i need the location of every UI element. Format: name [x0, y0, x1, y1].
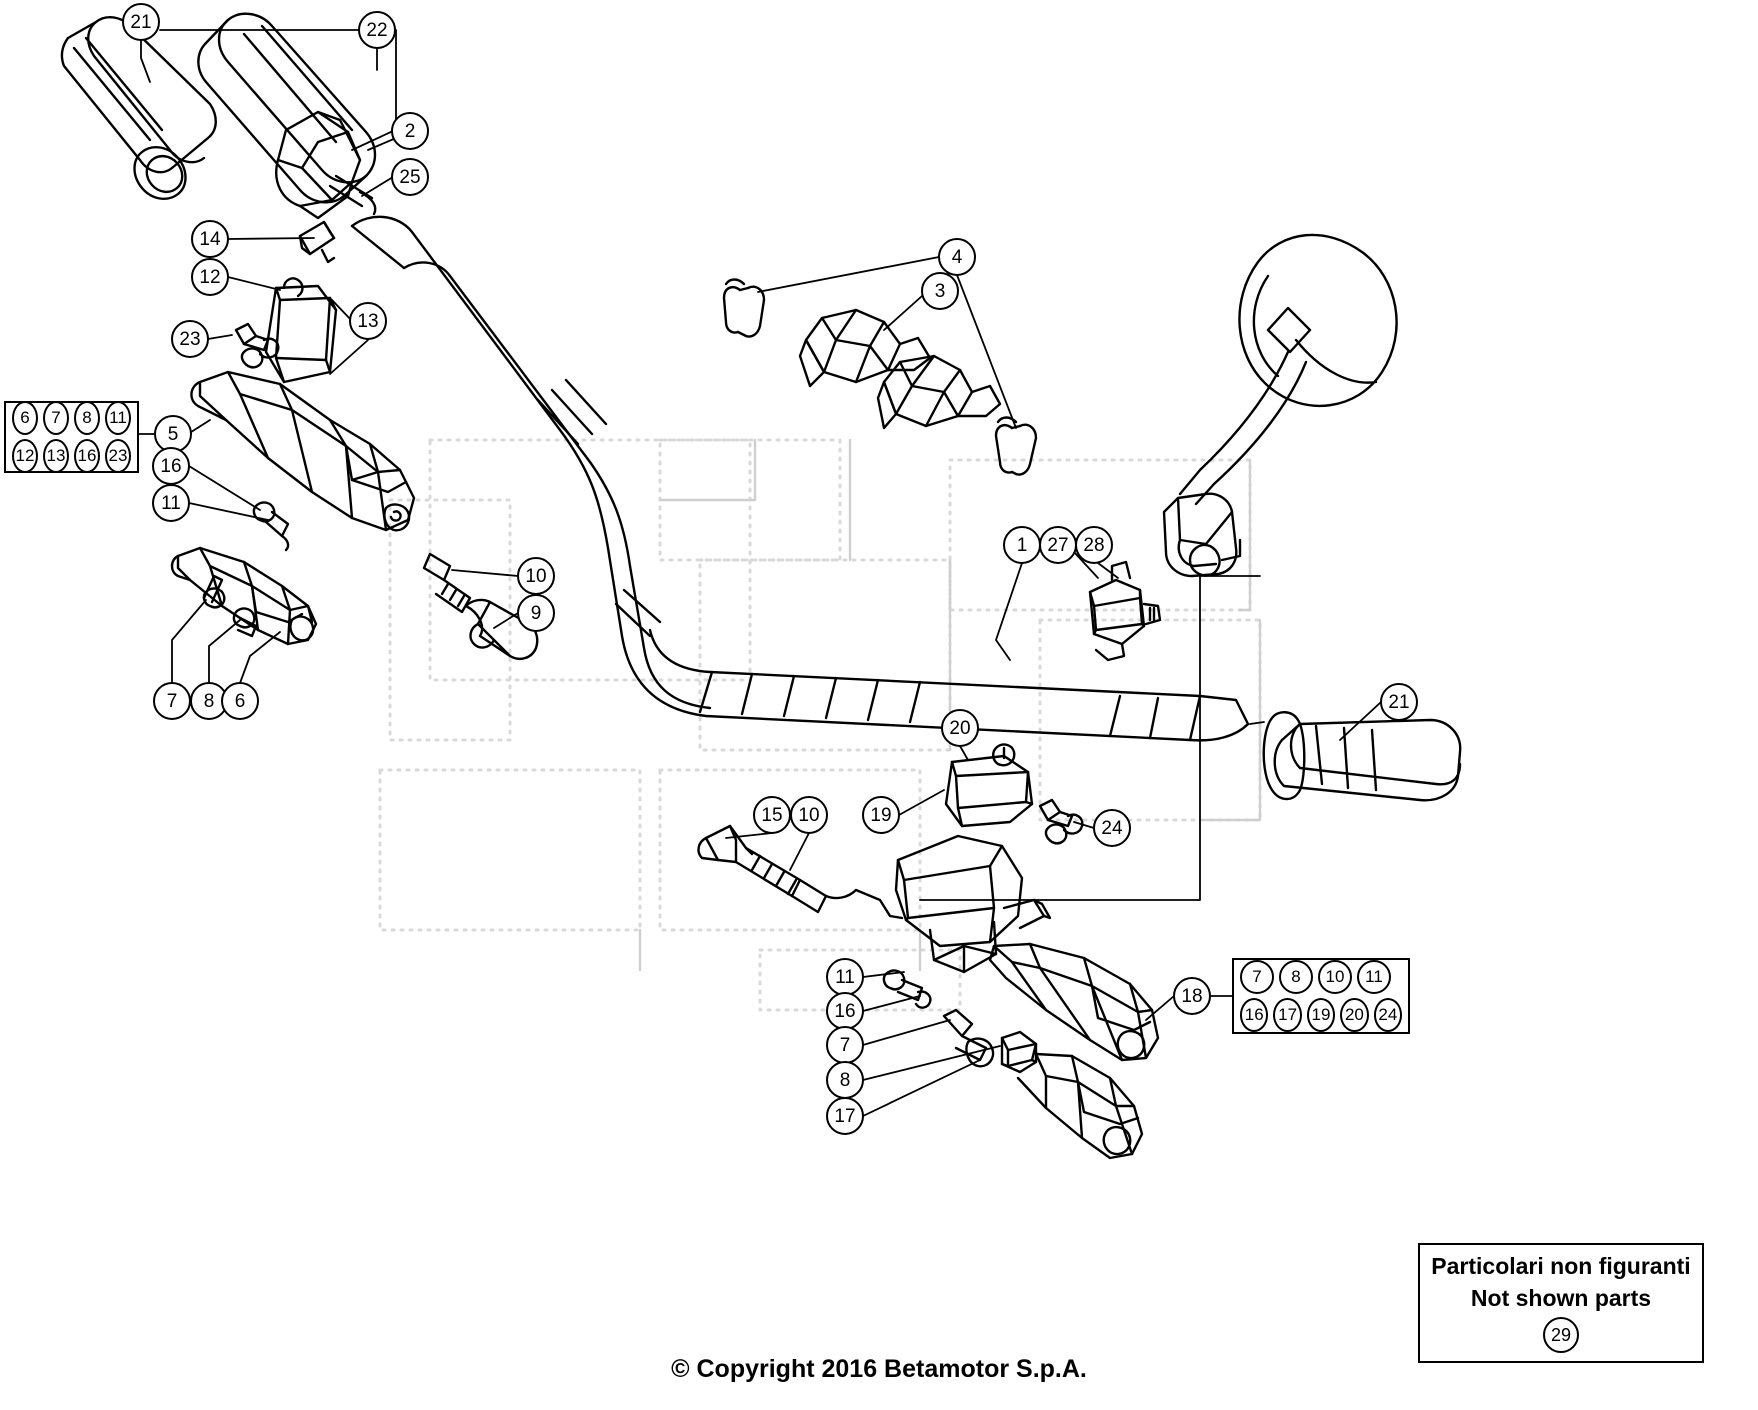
callout-21-left[interactable]	[122, 3, 160, 41]
callout-label: 11	[835, 966, 855, 988]
group-callout[interactable]	[1279, 960, 1313, 994]
group-callout[interactable]	[1340, 998, 1368, 1032]
callout-label: 18	[1181, 985, 1203, 1007]
callout-label: 8	[1291, 967, 1301, 986]
callout-label: 4	[951, 246, 963, 268]
callout-label: 23	[179, 328, 201, 350]
callout-19[interactable]	[862, 796, 900, 834]
not-shown-parts-box	[1418, 1243, 1704, 1363]
copyright-notice: © Copyright 2016 Betamotor S.p.A.	[671, 1355, 1087, 1383]
group-callout[interactable]	[1318, 960, 1352, 994]
callout-label: 19	[1311, 1005, 1331, 1024]
callout-label: 21	[130, 11, 152, 33]
group-row	[1240, 998, 1402, 1032]
callout-label: 23	[108, 446, 128, 465]
callout-label: 7	[1252, 967, 1262, 986]
callout-label: 6	[20, 408, 30, 427]
group-callout[interactable]	[12, 439, 38, 473]
callout-15[interactable]	[753, 796, 791, 834]
callout-label: 9	[530, 602, 542, 624]
callout-10-left[interactable]	[517, 557, 555, 595]
callout-label: 10	[525, 565, 547, 587]
callout-label: 21	[1388, 691, 1410, 713]
callout-11-left[interactable]	[152, 484, 190, 522]
callout-label: 29	[1550, 1324, 1572, 1345]
callout-label: 7	[51, 408, 61, 427]
callout-label: 24	[1101, 817, 1123, 839]
callout-label: 12	[15, 446, 35, 465]
callout-label: 11	[109, 408, 127, 427]
callout-label: 17	[834, 1105, 856, 1127]
callout-label: 27	[1047, 534, 1069, 556]
callout-label: 20	[1344, 1005, 1364, 1024]
callout-label: 14	[199, 228, 221, 250]
callout-label: 16	[160, 455, 182, 477]
callout-3[interactable]	[921, 272, 959, 310]
not-shown-title-en: Not shown parts	[1470, 1285, 1652, 1311]
callout-8-right[interactable]	[826, 1061, 864, 1099]
callout-label: 10	[798, 804, 820, 826]
callout-label: 7	[839, 1034, 851, 1056]
group-callout[interactable]	[74, 439, 100, 473]
callout-label: 16	[1244, 1005, 1264, 1024]
callout-20[interactable]	[941, 709, 979, 747]
group-callout[interactable]	[105, 401, 131, 435]
callout-18[interactable]	[1173, 977, 1211, 1015]
callout-24[interactable]	[1093, 809, 1131, 847]
callout-label: 11	[1365, 967, 1383, 986]
callout-label: 8	[82, 408, 92, 427]
callout-label: 28	[1083, 534, 1105, 556]
callout-label: 19	[870, 804, 892, 826]
callout-4[interactable]	[938, 238, 976, 276]
callout-12-left[interactable]	[191, 258, 229, 296]
callout-label: 1	[1016, 534, 1028, 556]
callout-label: 16	[77, 446, 97, 465]
callout-label: 7	[166, 690, 178, 712]
callout-14[interactable]	[191, 220, 229, 258]
callout-7-left[interactable]	[153, 682, 191, 720]
callout-label: 5	[167, 423, 179, 445]
left-control-group-box	[4, 401, 139, 473]
callout-28[interactable]	[1075, 526, 1113, 564]
group-callout[interactable]	[1273, 998, 1301, 1032]
callout-21-right[interactable]	[1380, 683, 1418, 721]
group-row	[1240, 960, 1402, 994]
callout-10-right[interactable]	[790, 796, 828, 834]
callout-label: 12	[199, 266, 221, 288]
callout-29[interactable]	[1543, 1317, 1579, 1353]
callout-2[interactable]	[391, 112, 429, 150]
callout-label: 20	[949, 717, 971, 739]
group-row	[12, 439, 131, 473]
callout-25[interactable]	[391, 158, 429, 196]
callout-label: 13	[46, 446, 66, 465]
callout-17[interactable]	[826, 1097, 864, 1135]
right-control-group-box	[1232, 958, 1410, 1034]
group-row	[12, 401, 131, 435]
callout-9[interactable]	[517, 594, 555, 632]
group-callout[interactable]	[43, 439, 69, 473]
callout-16-left[interactable]	[152, 447, 190, 485]
callout-23-left[interactable]	[171, 320, 209, 358]
callout-label: 24	[1378, 1005, 1398, 1024]
callout-label: 11	[161, 492, 181, 514]
callout-label: 25	[399, 166, 421, 188]
callout-label: 22	[366, 19, 388, 41]
callout-27[interactable]	[1039, 526, 1077, 564]
callout-label: 8	[203, 690, 215, 712]
callout-13[interactable]	[349, 302, 387, 340]
callout-1[interactable]	[1003, 526, 1041, 564]
group-callout[interactable]	[12, 401, 38, 435]
callout-label: 6	[234, 690, 246, 712]
group-callout[interactable]	[105, 439, 131, 473]
callout-6-left[interactable]	[221, 682, 259, 720]
callout-label: 10	[1325, 967, 1345, 986]
callout-22[interactable]	[358, 11, 396, 49]
callout-7-right[interactable]	[826, 1026, 864, 1064]
group-callout[interactable]	[43, 401, 69, 435]
callout-label: 17	[1278, 1005, 1298, 1024]
callout-label: 3	[934, 280, 946, 302]
callout-label: 2	[404, 120, 416, 142]
not-shown-title-it: Particolari non figuranti	[1431, 1253, 1691, 1279]
callout-label: 13	[357, 310, 379, 332]
group-callout[interactable]	[1357, 960, 1391, 994]
group-callout[interactable]	[1307, 998, 1335, 1032]
callout-label: 16	[834, 1000, 856, 1022]
callout-label: 8	[839, 1069, 851, 1091]
group-callout[interactable]	[74, 401, 100, 435]
callout-label: 15	[761, 804, 783, 826]
group-callout[interactable]	[1240, 960, 1274, 994]
group-callout[interactable]	[1240, 998, 1268, 1032]
callout-16-right[interactable]	[826, 992, 864, 1030]
group-callout[interactable]	[1374, 998, 1402, 1032]
callout-11-right[interactable]	[826, 958, 864, 996]
